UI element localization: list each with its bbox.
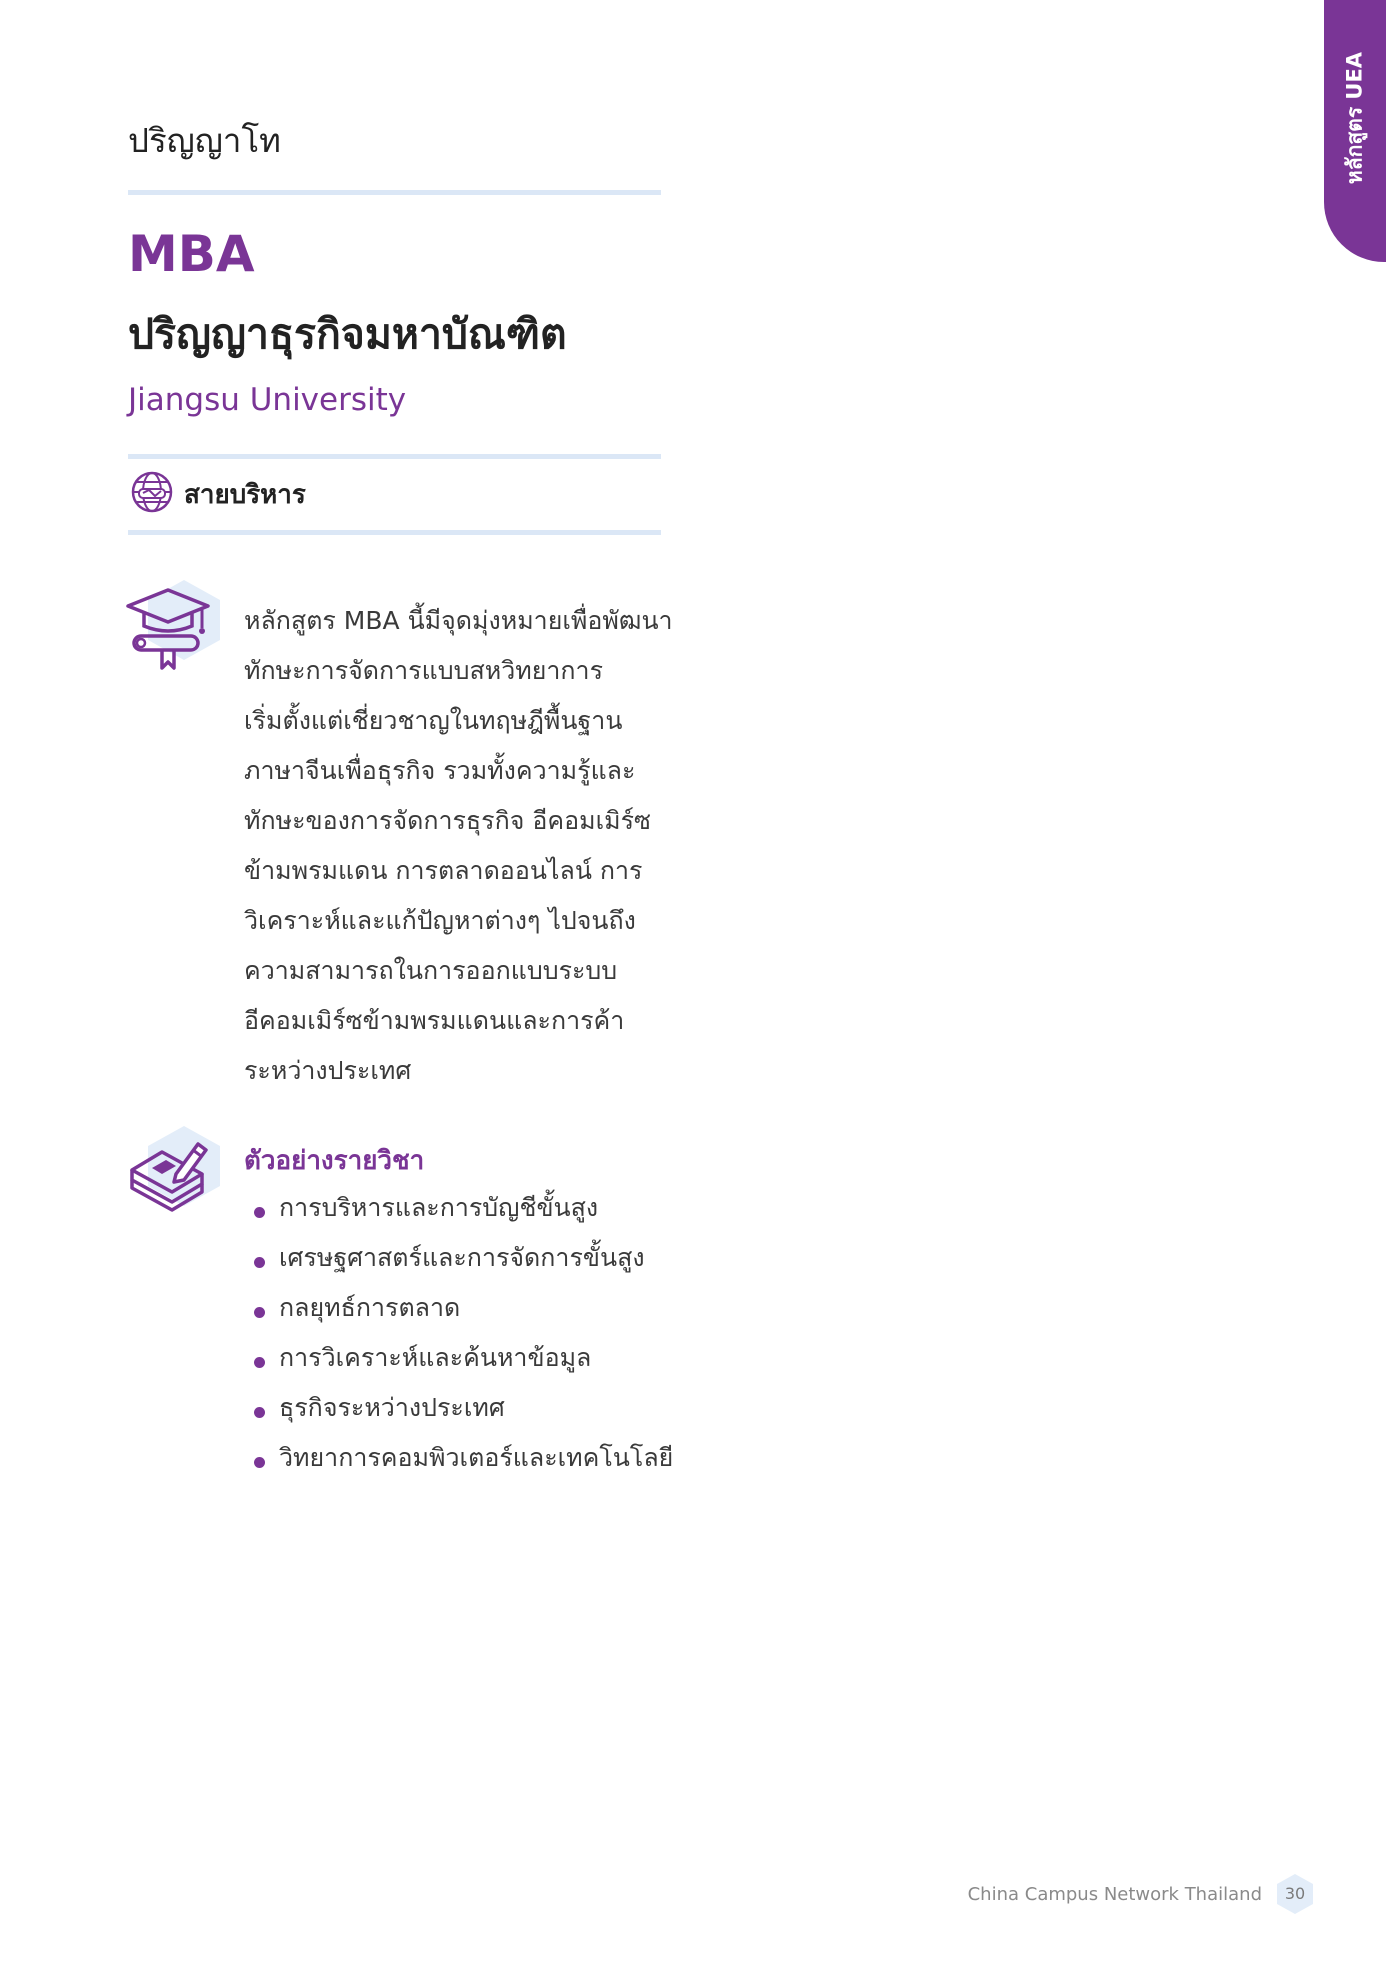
books-pencil-icon <box>126 1122 226 1226</box>
bullet-icon <box>254 1357 265 1368</box>
program-name: ปริญญาธุรกิจมหาบัณฑิต <box>128 310 567 358</box>
course-name: การวิเคราะห์และค้นหาข้อมูล <box>279 1343 592 1372</box>
list-item <box>254 1283 673 1333</box>
list-item <box>254 1183 673 1233</box>
university-name: Jiangsu University <box>128 382 407 418</box>
course-list <box>254 1183 673 1483</box>
globe-handshake-icon <box>130 470 174 518</box>
description-line: ทักษะการจัดการแบบสหวิทยาการ <box>244 656 604 685</box>
bullet-icon <box>254 1207 265 1218</box>
course-name: เศรษฐศาสตร์และการจัดการขั้นสูง <box>279 1243 645 1272</box>
description-line: ระหว่างประเทศ <box>244 1056 412 1085</box>
description-line: หลักสูตร MBA นี้มีจุดมุ่งหมายเพื่อพัฒนา <box>244 606 673 635</box>
description-line: วิเคราะห์และแก้ปัญหาต่างๆ ไปจนถึง <box>244 906 636 935</box>
list-item <box>254 1333 673 1383</box>
bullet-icon <box>254 1307 265 1318</box>
description-line: อีคอมเมิร์ซข้ามพรมแดนและการค้า <box>244 1006 625 1035</box>
program-code: MBA <box>128 225 255 283</box>
course-name: การบริหารและการบัญชีขั้นสูง <box>279 1193 599 1222</box>
list-item <box>254 1233 673 1283</box>
side-tab <box>1324 0 1386 262</box>
side-tab-label: หลักสูตร UEA <box>1342 51 1367 185</box>
program-description <box>244 596 684 1096</box>
list-item <box>254 1383 673 1433</box>
divider <box>128 454 661 459</box>
courses-heading: ตัวอย่างรายวิชา <box>244 1146 425 1176</box>
description-line: ทักษะของการจัดการธุรกิจ อีคอมเมิร์ซ <box>244 806 651 835</box>
page-footer <box>968 1873 1314 1915</box>
list-item <box>254 1433 673 1483</box>
description-line: ความสามารถในการออกแบบระบบ <box>244 956 618 985</box>
bullet-icon <box>254 1257 265 1268</box>
bullet-icon <box>254 1407 265 1418</box>
divider <box>128 530 661 535</box>
description-line: ข้ามพรมแดน การตลาดออนไลน์ การ <box>244 856 643 885</box>
course-name: ธุรกิจระหว่างประเทศ <box>279 1393 505 1422</box>
track-label: สายบริหาร <box>184 479 306 510</box>
graduation-cap-diploma-icon <box>126 576 226 680</box>
degree-level: ปริญญาโท <box>128 121 281 160</box>
page-number: 30 <box>1284 1884 1306 1903</box>
description-line: เริ่มตั้งแต่เชี่ยวชาญในทฤษฎีพื้นฐาน <box>244 706 623 735</box>
footer-brand: China Campus Network Thailand <box>967 1883 1262 1905</box>
divider <box>128 190 661 195</box>
course-name: กลยุทธ์การตลาด <box>279 1293 461 1322</box>
bullet-icon <box>254 1457 265 1468</box>
page-number-badge <box>1276 1873 1314 1915</box>
description-line: ภาษาจีนเพื่อธุรกิจ รวมทั้งความรู้และ <box>244 756 636 785</box>
track-row <box>130 470 306 518</box>
course-name: วิทยาการคอมพิวเตอร์และเทคโนโลยี <box>279 1443 674 1472</box>
